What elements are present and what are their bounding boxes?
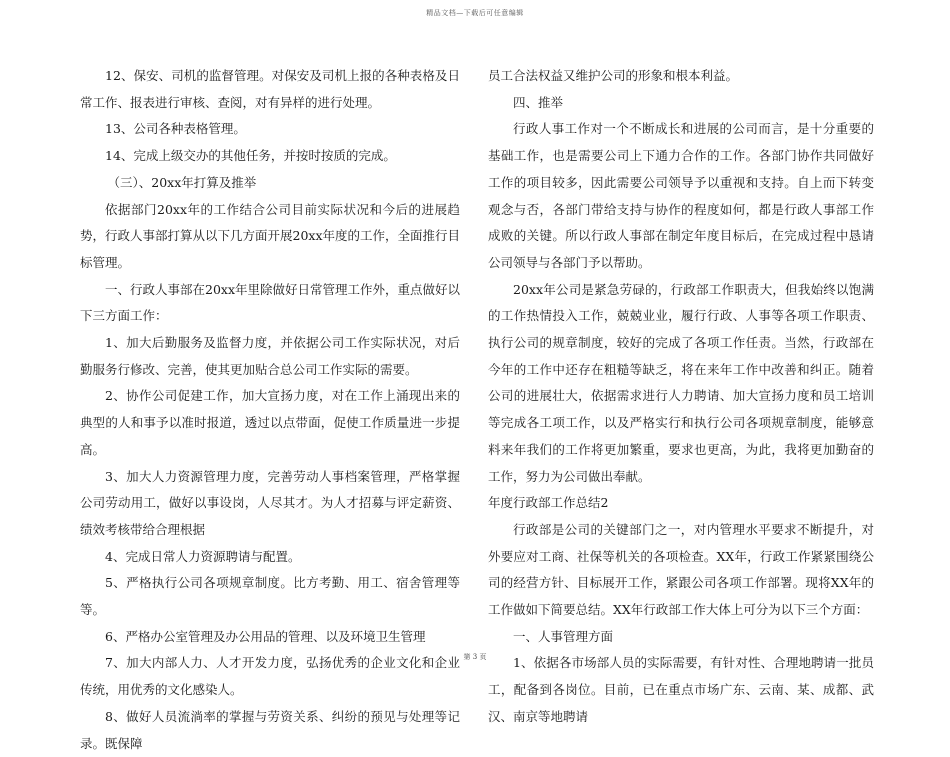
page-header: 精品文档—下载后可任意编辑 [426,9,524,17]
paragraph: 4、完成日常人力资源聘请与配置。 [105,548,301,564]
paragraph: 1、依据各市场部人员的实际需要，有针对性、合理地聘请一批员工，配备到各岗位。目前，已在重点市场广东、云南、某、成都、武汉、南京等地聘请 [488,655,874,724]
paragraph: 3、加大人力资源管理力度，完善劳动人事档案管理，严格掌握公司劳动用工，做好以事设岗，人尽其才。为人才招募与评定薪资、绩效考核带给合理根据 [80,468,460,537]
paragraph: 6、严格办公室管理及办公用品的管理、以及环境卫生管理 [105,628,426,644]
paragraph: 8、做好人员流淌率的掌握与劳资关系、纠纷的预见与处理等记录。既保障 [80,708,460,751]
paragraph: 员工合法权益又维护公司的形象和根本利益。 [488,68,739,83]
section-title: 年度行政部工作总结2 [488,495,609,511]
paragraph: 7、加大内部人力、人才开发力度，弘扬优秀的企业文化和企业传统，用优秀的文化感染人。 [80,655,460,698]
paragraph: 行政部是公司的关键部门之一，对内管理水平要求不断提升，对外要应对工商、社保等机关的各项检查。XX年，行政工作紧紧围绕公司的经营方针、目标展开工作，紧跟公司各项工作部署。现将XX年的工作做如下简要总结。XX年行政部工作大体上可分为以下三个方面： [488,521,874,618]
section-heading: 一、行政人事部在20xx年里除做好日常管理工作外，重点做好以下三方面工作： [80,281,461,324]
paragraph: 2、协作公司促建工作，加大宣扬力度，对在工作上涌现出来的典型的人和事予以准时报道，透过以点带面，促使工作质量进一步提高。 [80,388,460,457]
paragraph: 12、保安、司机的监督管理。对保安及司机上报的各种表格及日常工作、报表进行审核、查阅，对有异样的进行处理。 [80,68,460,110]
paragraph: 14、完成上级交办的其他任务，并按时按质的完成。 [105,148,396,164]
paragraph: 依据部门20xx年的工作结合公司目前实际状况和今后的进展趋势，行政人事部打算从以下几方面开展20xx年度的工作，全面推行目标管理。 [80,201,461,270]
right-column [488,63,874,731]
section-heading: 四、推举 [513,94,564,110]
paragraph: 5、严格执行公司各项规章制度。比方考勤、用工、宿舍管理等等。 [80,575,460,618]
paragraph: 行政人事工作对一个不断成长和进展的公司而言，是十分重要的基础工作，也是需要公司上下通力合作的工作。各部门协作共同做好工作的项目较多，因此需要公司领导予以重视和支持。自上而下转变观念与否，各部门带给支持与协作的程度如何，都是行政人事部工作成败的关键。所以行政人事部在制定年度目标后，在完成过程中恳请公司领导与各部门予以帮助。 [488,121,874,270]
section-heading: 一、人事管理方面 [513,628,614,644]
paragraph: 1、加大后勤服务及监督力度，并依据公司工作实际状况，对后勤服务行修改、完善，使其更加贴合总公司工作实际的需要。 [80,335,460,377]
page-number: 第 3 页 [463,653,487,661]
section-heading: （三）、20xx年打算及推举 [107,174,257,190]
paragraph: 20xx年公司是紧急劳碌的，行政部工作职责大，但我始终以饱满的工作热情投入工作，兢兢业业，履行行政、人事等各项工作职责、执行公司的规章制度，较好的完成了各项工作任责。当然，行政部在今年的工作中还存在粗糙等缺乏，将在来年工作中改善和纠正。随着公司的进展壮大，依据需求进行人力聘请、加大宣扬力度和员工培训等完成各工项工作，以及严格实行和执行公司各项规章制度，能够意料来年我们的工作将更加繁重，要求也更高，为此，我将更加勤奋的工作，努力为公司做出奉献。 [488,281,874,484]
paragraph: 13、公司各种表格管理。 [105,121,246,137]
